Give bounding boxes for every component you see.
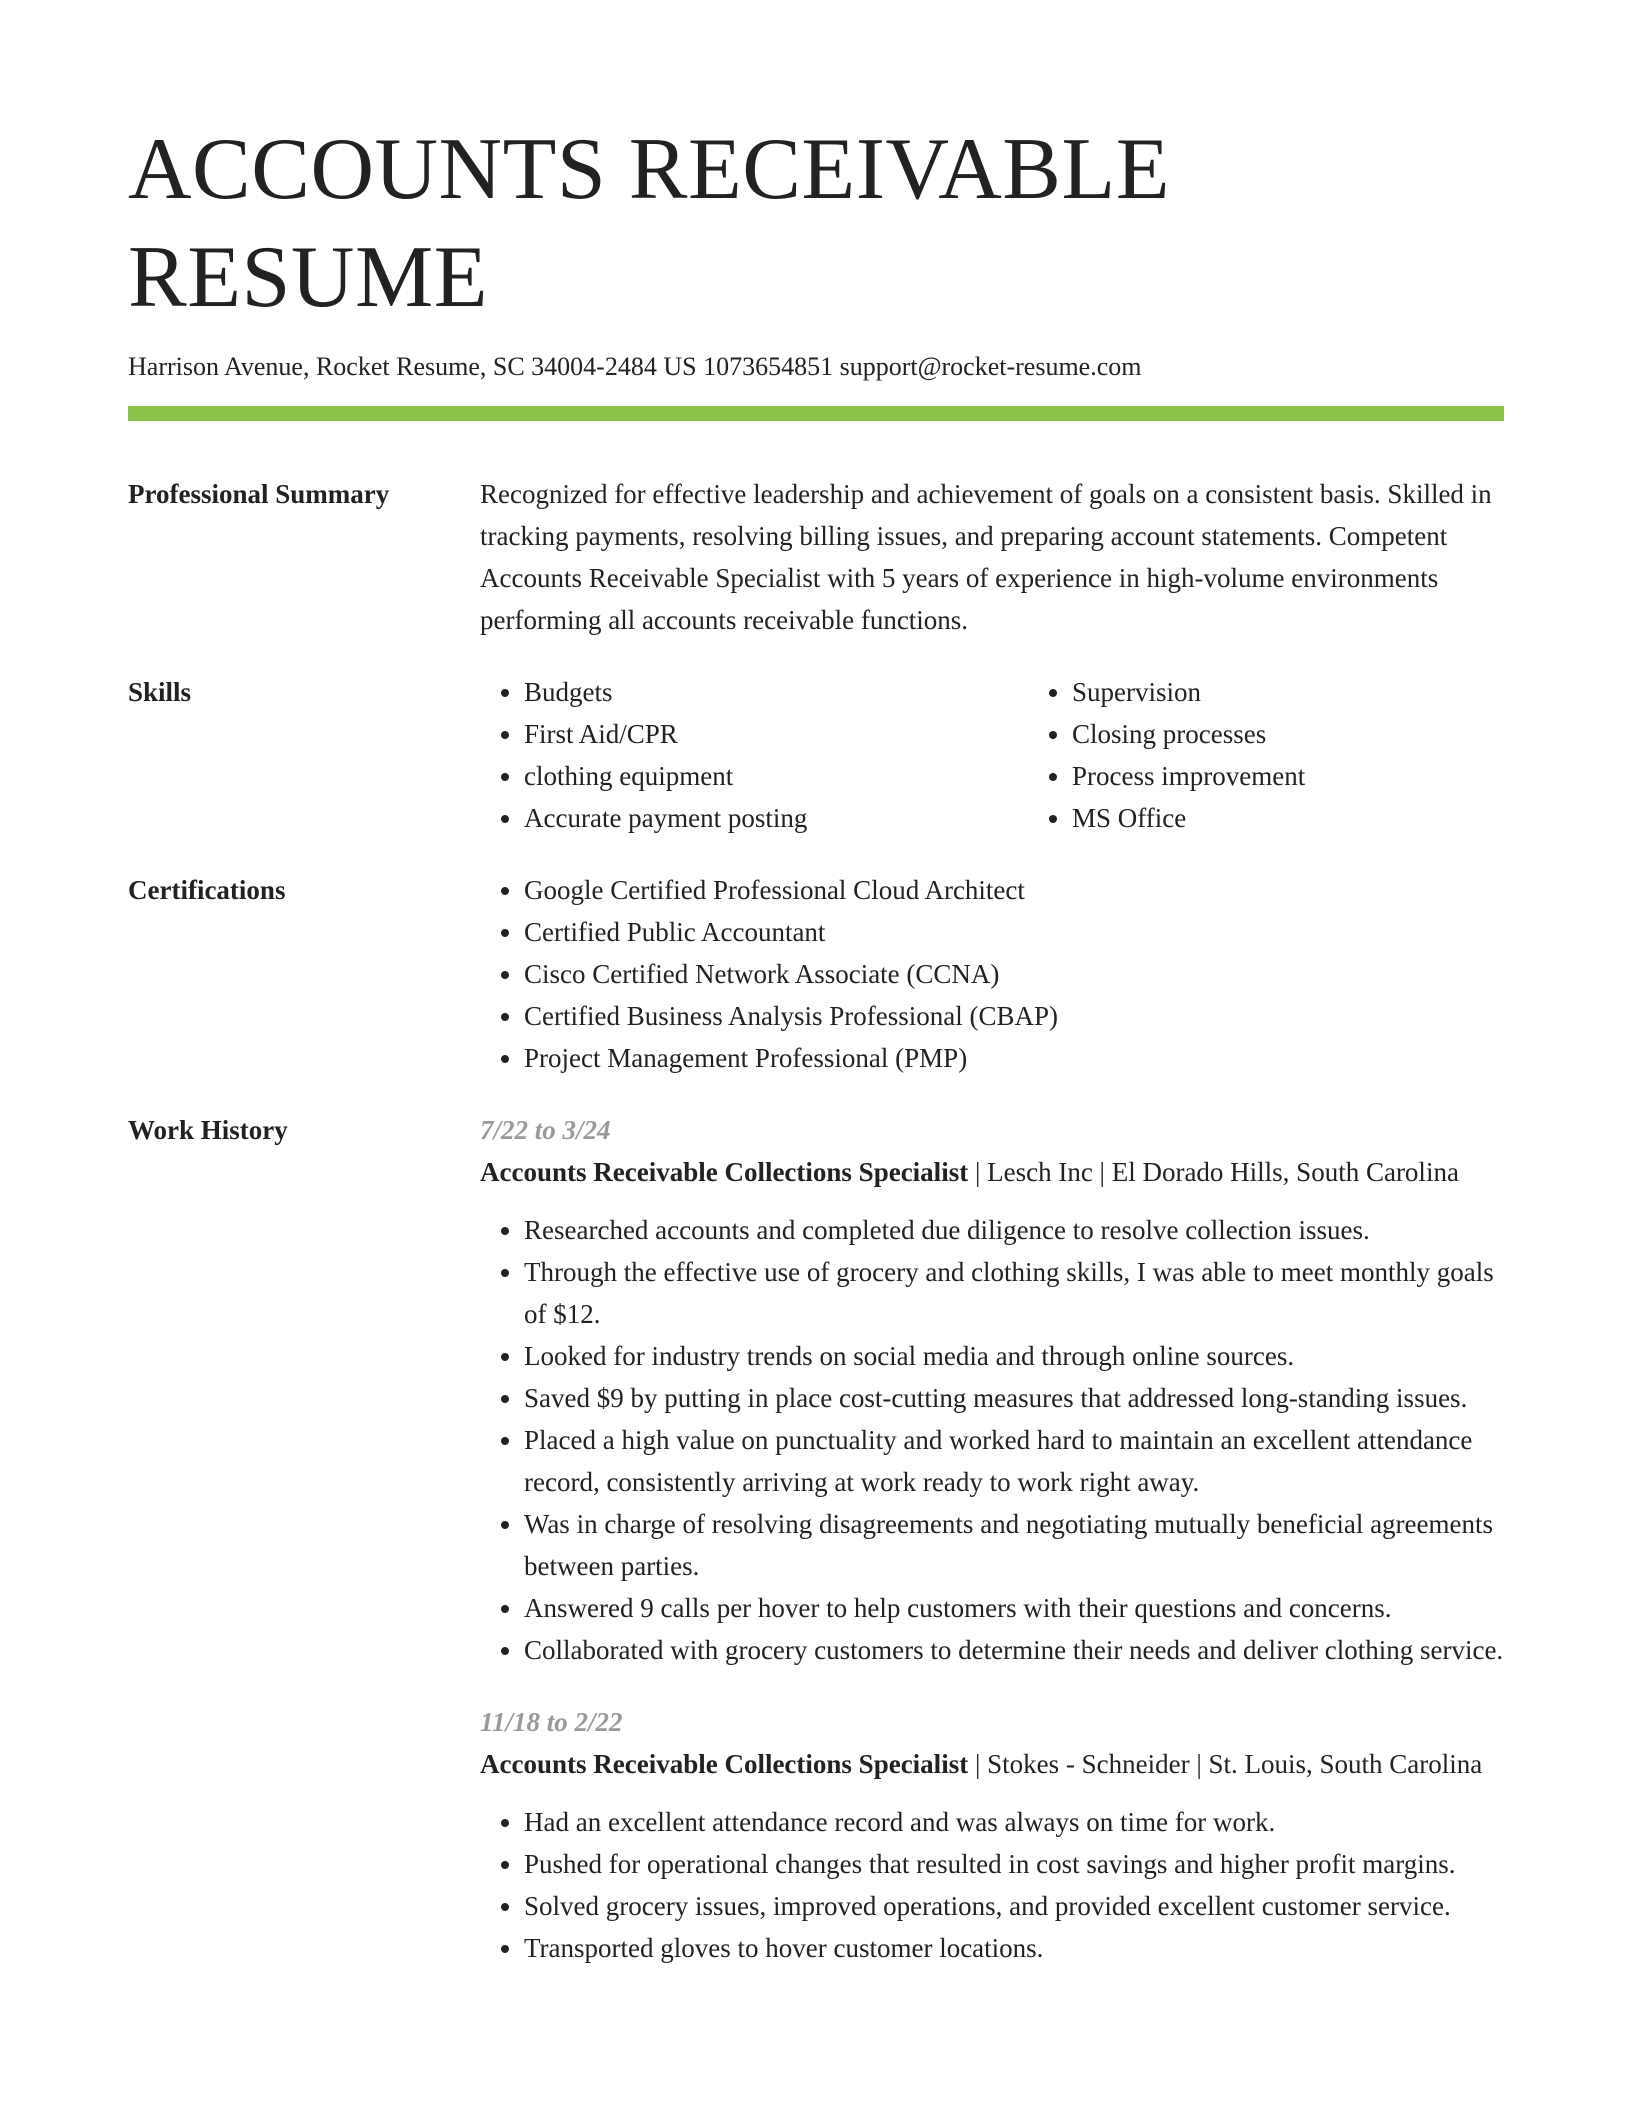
section-label: Certifications [128,875,286,905]
job-bullet: • Answered 9 calls per hover to help customers with their questions and concerns. [524,1587,1504,1629]
contact-line: Harrison Avenue, Rocket Resume, SC 34004-2484 US 1073654851 support@rocket-resume.com [128,352,1142,381]
certification-item: • Google Certified Professional Cloud Architect [524,869,1504,911]
job-dates: 11/18 to 2/22 [480,1707,623,1737]
skills-list-left [480,671,1028,839]
job-bullet: • Through the effective use of grocery and clothing skills, I was able to meet monthly goals of $12. [524,1251,1504,1335]
skill-item: • Accurate payment posting [524,797,1028,839]
job-bullets [480,1801,1504,1969]
job-title: Accounts Receivable Collections Specialist [480,1157,969,1187]
job-details: | Stokes - Schneider | St. Louis, South Carolina [968,1749,1483,1779]
skill-item: • Process improvement [1072,755,1576,797]
certification-item: • Cisco Certified Network Associate (CCNA) [524,953,1504,995]
job-details: | Lesch Inc | El Dorado Hills, South Carolina [968,1157,1459,1187]
job-heading [480,1743,1504,1785]
job-entry [480,1701,1504,1969]
skill-item: • Budgets [524,671,1028,713]
job-heading [480,1151,1504,1193]
section-body [480,671,1576,839]
job-bullet: • Collaborated with grocery customers to determine their needs and deliver clothing service. [524,1629,1504,1671]
work-history-section [128,1109,1504,1999]
certification-item: • Certified Business Analysis Professional (CBAP) [524,995,1504,1037]
job-bullet: • Transported gloves to hover customer locations. [524,1927,1504,1969]
job-bullet: • Was in charge of resolving disagreements and negotiating mutually beneficial agreements between parties. [524,1503,1504,1587]
section-label: Skills [128,677,192,707]
job-bullet: • Saved $9 by putting in place cost-cutting measures that addressed long-standing issues. [524,1377,1504,1419]
skills-list-right [1028,671,1576,839]
certifications-section [128,869,1504,1079]
section-body [480,869,1504,1079]
skill-item: • Closing processes [1072,713,1576,755]
section-body [480,473,1504,641]
job-bullet: • Looked for industry trends on social media and through online sources. [524,1335,1504,1377]
skill-item: • Supervision [1072,671,1576,713]
job-bullet: • Solved grocery issues, improved operations, and provided excellent customer service. [524,1885,1504,1927]
accent-divider [128,406,1504,421]
skills-section [128,671,1504,839]
professional-summary-section [128,473,1504,641]
certification-item: • Project Management Professional (PMP) [524,1037,1504,1079]
skills-columns [480,671,1576,839]
section-label: Work History [128,1115,288,1145]
job-dates: 7/22 to 3/24 [480,1115,611,1145]
job-title: Accounts Receivable Collections Specialist [480,1749,969,1779]
skill-item: • MS Office [1072,797,1576,839]
section-body [480,1109,1504,1999]
skill-item: • clothing equipment [524,755,1028,797]
section-label: Professional Summary [128,479,390,509]
certifications-list [480,869,1504,1079]
certification-item: • Certified Public Accountant [524,911,1504,953]
job-bullet: • Placed a high value on punctuality and worked hard to maintain an excellent attendance record, consistently arriving at work ready to work right away. [524,1419,1504,1503]
job-entry [480,1109,1504,1671]
job-bullet: • Pushed for operational changes that resulted in cost savings and higher profit margins. [524,1843,1504,1885]
summary-text: Recognized for effective leadership and achievement of goals on a consistent basis. Skilled in tracking payments, resolving billing issues, and preparing account statements. Competent Accounts Receivable Specialist with 5 years of experience in high-volume environments performing all accounts receivable functions. [480,479,1492,635]
skill-item: • First Aid/CPR [524,713,1028,755]
resume-title: ACCOUNTS RECEIVABLE RESUME [128,121,1170,326]
job-bullet: • Had an excellent attendance record and was always on time for work. [524,1801,1504,1843]
job-bullet: • Researched accounts and completed due diligence to resolve collection issues. [524,1209,1504,1251]
job-bullets [480,1209,1504,1671]
